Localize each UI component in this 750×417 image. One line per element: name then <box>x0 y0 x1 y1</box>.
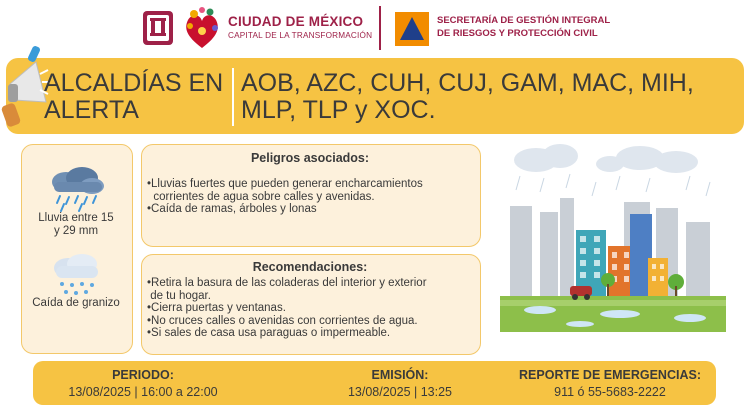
rain-cloud-icon <box>44 166 108 212</box>
period-label: PERIODO: <box>112 368 174 382</box>
issued-label: EMISIÓN: <box>371 368 429 382</box>
period-value: 13/08/2025 | 16:00 a 22:00 <box>68 385 218 399</box>
recommendations-text: •Retira la basura de las coladeras del interior y exterior de tu hogar. •Cierra puertas y ventanas. •No cruces calles o avenidas con corrientes de agua. •Si sales de casa usa paraguas o impermeable. <box>147 277 427 339</box>
civil-protection-icon <box>395 12 429 46</box>
brand-title: CIUDAD DE MÉXICO <box>228 14 364 29</box>
alert-boroughs: AOB, AZC, CUH, CUJ, GAM, MAC, MIH, MLP, TLP y XOC. <box>241 69 694 124</box>
agency-name-line2: DE RIESGOS Y PROTECCIÓN CIVIL <box>437 28 598 39</box>
header-divider <box>379 6 381 50</box>
hazards-text: •Lluvias fuertes que pueden generar encharcamientos corrientes de agua sobre calles y avenidas. •Caída de ramas, árboles y lonas <box>147 178 423 215</box>
alert-divider <box>232 68 234 126</box>
recommendations-heading: Recomendaciones: <box>252 260 368 274</box>
brand-subtitle: CAPITAL DE LA TRANSFORMACIÓN <box>228 31 373 40</box>
hail-cloud-icon <box>44 252 108 298</box>
cdmx-heart-logo-icon <box>182 6 222 52</box>
header-logos <box>140 6 222 52</box>
agency-name-line1: SECRETARÍA DE GESTIÓN INTEGRAL <box>437 15 611 26</box>
rain-label: Lluvia entre 15 y 29 mm <box>38 212 114 237</box>
emergency-value[interactable]: 911 ó 55-5683-2222 <box>554 385 666 399</box>
alert-title: ALCALDÍAS EN ALERTA <box>44 69 224 124</box>
rainy-city-illustration <box>500 142 726 338</box>
cdmx-shield-icon <box>140 9 176 49</box>
emergency-label: REPORTE DE EMERGENCIAS: <box>519 368 701 382</box>
hazards-heading: Peligros asociados: <box>250 151 370 165</box>
issued-value: 13/08/2025 | 13:25 <box>347 385 453 399</box>
hail-label: Caída de granizo <box>32 297 120 309</box>
